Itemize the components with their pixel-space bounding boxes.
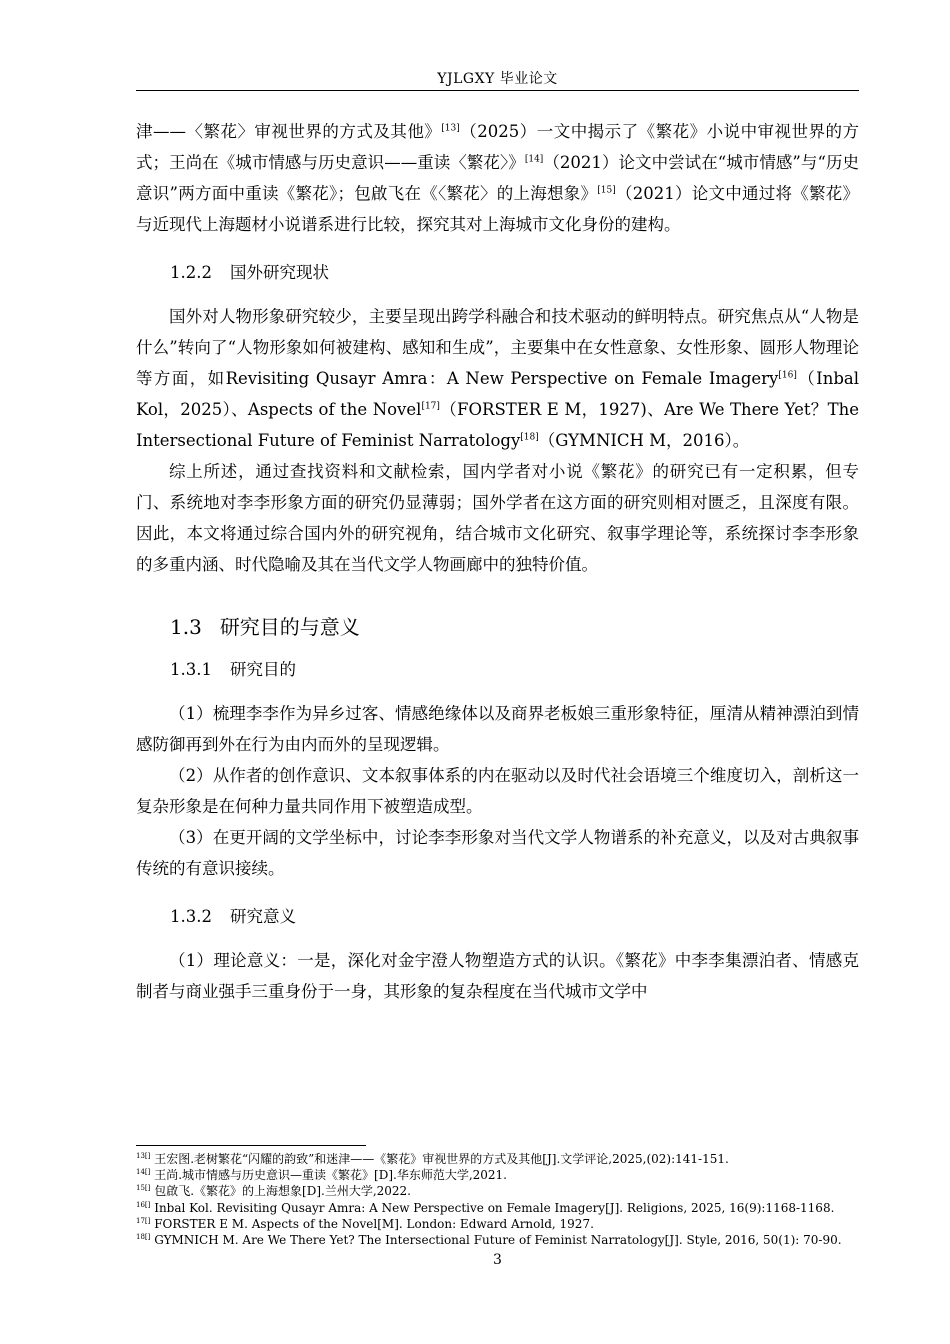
footnote-18: [136, 1232, 859, 1248]
footnote-mark: 17[]: [136, 1216, 151, 1225]
running-header: YJLGXY 毕业论文: [437, 71, 558, 87]
footnote-mark: 13[]: [136, 1152, 151, 1160]
footnote-mark: 14[]: [136, 1168, 151, 1177]
footnote-text: 王宏图.老树繁花“闪耀的韵致”和迷津——《繁花》审视世界的方式及其他[J].文学评论,2025,(02):141-151.: [154, 1152, 729, 1166]
footnote-17: [136, 1216, 859, 1232]
section-title: 研究意义: [229, 907, 296, 926]
text-run: （2021）论文中尝试在“城市情感”与“历史意识”两方面中重读《繁花》；包啟飞在《〈繁花〉的上海想象》: [136, 153, 859, 203]
section-number: 1.3: [170, 615, 202, 639]
section-heading-1-3-2: [136, 901, 859, 932]
main-text: [136, 116, 859, 1007]
footnote-text: FORSTER E M. Aspects of the Novel[M]. London: Edward Arnold, 1927.: [154, 1216, 594, 1231]
paragraph-domestic-continued: [136, 116, 859, 240]
goal-item-3: （3）在更开阔的文学坐标中，讨论李李形象对当代文学人物谱系的补充意义，以及对古典叙事传统的有意识接续。: [136, 828, 859, 878]
section-heading-1-3: [136, 610, 859, 644]
footnote-text: Inbal Kol. Revisiting Qusayr Amra: A New Perspective on Female Imagery[J]. Religions, 2025, 16(9):1168-1168.: [154, 1200, 835, 1215]
goal-item-1: （1）梳理李李作为异乡过客、情感绝缘体以及商界老板娘三重形象特征，厘清从精神漂泊到情感防御再到外在行为由内而外的呈现逻辑。: [136, 704, 859, 754]
paragraph-significance: （1）理论意义：一是，深化对金宇澄人物塑造方式的认识。《繁花》中李李集漂泊者、情感克制者与商业强手三重身份于一身，其形象的复杂程度在当代城市文学中: [136, 951, 859, 1001]
citation-17: [17]: [421, 401, 440, 412]
text-run: （2025）一文中揭示了《繁花》小说中审视世界的方式；王尚在《城市情感与历史意识——重读〈繁花〉》: [136, 122, 859, 172]
paragraph-foreign-research: [136, 301, 859, 456]
footnote-16: [136, 1200, 859, 1216]
goal-item-2: （2）从作者的创作意识、文本叙事体系的内在驱动以及时代社会语境三个维度切入，剖析这一复杂形象是在何种力量共同作用下被塑造成型。: [136, 766, 859, 816]
section-heading-1-3-1: [136, 654, 859, 685]
text-run: （Inbal Kol，2025）、Aspects of the Novel: [136, 369, 859, 419]
footnote-13: [136, 1151, 859, 1167]
footnote-mark: 18[]: [136, 1233, 151, 1242]
citation-13: [13]: [441, 123, 460, 134]
footnotes: [136, 1151, 859, 1248]
section-number: 1.3.1: [170, 660, 212, 679]
section-number: 1.3.2: [170, 907, 212, 926]
footnote-text: GYMNICH M. Are We There Yet? The Intersectional Future of Feminist Narratology[J]. Style, 2016, 50(1): 70-90.: [154, 1233, 842, 1248]
section-heading-1-2-2: [136, 257, 859, 288]
footnote-mark: 15[]: [136, 1184, 151, 1193]
text-run: （FORSTER E M，1927)、Are We There Yet？The Intersectional Future of Feminist Narratology: [136, 400, 860, 450]
page-number: 3: [493, 1252, 502, 1268]
footnote-text: 包啟飞.《繁花》的上海想象[D].兰州大学,2022.: [154, 1184, 411, 1199]
footnote-text: 王尚.城市情感与历史意识—重读《繁花》[D].华东师范大学,2021.: [154, 1168, 507, 1183]
section-number: 1.2.2: [170, 263, 212, 282]
section-title: 国外研究现状: [229, 263, 329, 282]
text-run: 国外对人物形象研究较少，主要呈现出跨学科融合和技术驱动的鲜明特点。研究焦点从“人物是什么”转向了“人物形象如何被建构、感知和生成”，主要集中在女性意象、女性形象、圆形人物理论等方面，如Revisiting Qusayr Amra：A New Perspective on Female Imagery: [136, 307, 859, 388]
footnote-14: [136, 1167, 859, 1183]
text-run: （GYMNICH M，2016）。: [538, 431, 750, 450]
citation-14: [14]: [524, 154, 544, 165]
footnote-15: [136, 1183, 859, 1199]
paragraph-summary: 综上所述，通过查找资料和文献检索，国内学者对小说《繁花》的研究已有一定积累，但专门、系统地对李李形象方面的研究仍显薄弱；国外学者在这方面的研究则相对匮乏，且深度有限。因此，本文将通过综合国内外的研究视角，结合城市文化研究、叙事学理论等，系统探讨李李形象的多重内涵、时代隐喻及其在当代文学人物画廊中的独特价值。: [136, 462, 859, 574]
citation-18: [18]: [520, 432, 539, 443]
citation-16: [16]: [778, 370, 797, 381]
footnote-mark: 16[]: [136, 1200, 151, 1209]
section-title: 研究目的与意义: [219, 615, 360, 639]
text-run: （2021）论文中通过将《繁花》与近现代上海题材小说谱系进行比较，探究其对上海城市文化身份的建构。: [136, 184, 860, 234]
citation-15: [15]: [597, 185, 616, 196]
text-run: 津——〈繁花〉审视世界的方式及其他》: [136, 122, 442, 141]
header-rule: [136, 90, 859, 91]
section-title: 研究目的: [229, 660, 296, 679]
footnote-rule: [136, 1145, 366, 1146]
